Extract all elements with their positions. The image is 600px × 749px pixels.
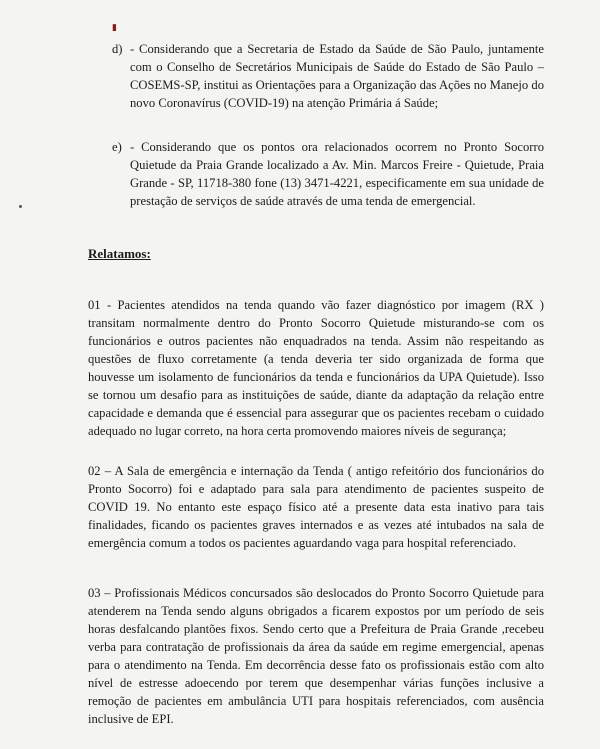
item-d [112,40,544,112]
item-e-text: - Considerando que os pontos ora relacionados ocorrem no Pronto Socorro Quietude da Praia Grande localizado a Av. Min. Marcos Freire - Quietude, Praia Grande - SP, 11718-380 fone (13) 3471-4221, especificamente em sua unidade de prestação de serviços de saúde através de uma tenda de emergencial. [130,140,544,208]
item-e-label: e) [112,140,122,154]
item-d-label: d) [112,42,123,56]
item-e [112,138,544,210]
item-d-text: - Considerando que a Secretaria de Estado da Saúde de São Paulo, juntamente com o Conselho de Secretários Municipais de Saúde do Estado de São Paulo – COSEMS-SP, institui as Orientações para a Organização das Ações no Manejo do novo Coronavírus (COVID-19) na atenção Primária á Saúde; [130,42,544,110]
section-heading: Relatamos: [88,246,151,261]
scan-mark: ▮ [112,22,117,32]
scan-speck [19,205,22,208]
paragraph-01: 01 - Pacientes atendidos na tenda quando vão fazer diagnóstico por imagem (RX ) transitam normalmente dentro do Pronto Socorro Quietude misturando-se com os funcionários e outros pacientes não enquadrados na tenda. Assim não respeitando as questões de fluxo corretamente (a tenda deveria ter sido organizada de forma que houvesse um isolamento de funcionários da tenda e funcionários da UPA Quietude). Isso se tornou um desafio para as instituições de saúde, diante da adaptação da relação entre capacidade e demanda que é essencial para assegurar que os pacientes recebam o cuidado adequado no lugar correto, na hora certa promovendo maiores níveis de segurança; [88,298,544,438]
paragraph-03: 03 – Profissionais Médicos concursados são deslocados do Pronto Socorro Quietude para atenderem na Tenda sendo alguns obrigados a ficarem expostos por um período de seis horas desfalcando plantões fixos. Sendo certo que a Prefeitura de Praia Grande ,recebeu verba para contratação de profissionais da área da saúde em regime emergencial, apenas para o atendimento na Tenda. Em decorrência desse fato os profissionais estão com alto nível de estresse adoecendo por terem que desempenhar várias funções inclusive a remoção de pacientes em ambulância UTI para hospitais referenciados, com ausência inclusive de EPI. [88,586,544,726]
paragraph-02: 02 – A Sala de emergência e internação da Tenda ( antigo refeitório dos funcionários do Pronto Socorro) foi e adaptado para sala para atendimento de pacientes suspeito de COVID 19. No entanto este espaço físico até a presente data esta inativo para tais finalidades, ficando os pacientes graves internados e as vezes até intubados na sala de emergência comum a todos os pacientes aguardando vaga para hospital referenciado. [88,464,544,550]
